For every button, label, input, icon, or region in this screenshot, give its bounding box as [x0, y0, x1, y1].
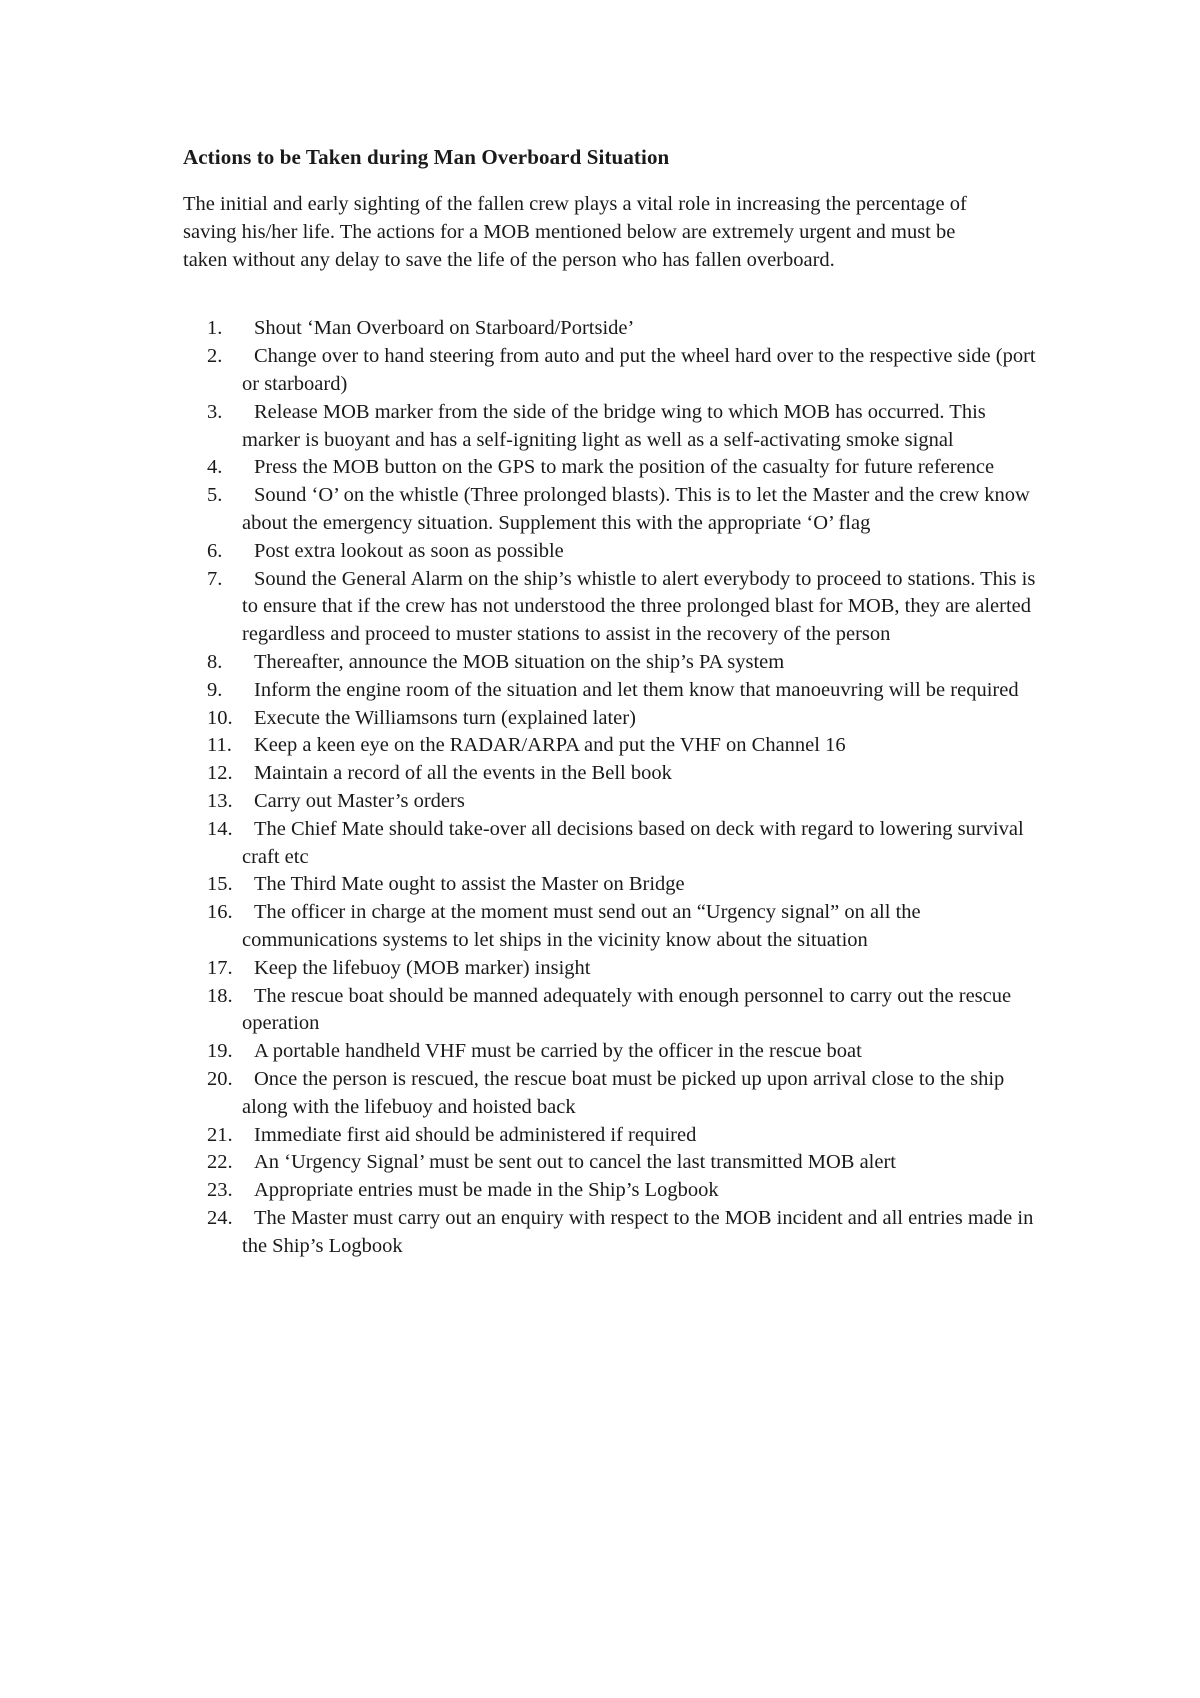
document-page [183, 143, 1043, 1260]
step-number: 4. [207, 456, 223, 479]
list-item [183, 538, 1042, 566]
step-text: Maintain a record of all the events in the Bell book [254, 762, 672, 785]
list-item [183, 1122, 1042, 1150]
step-number: 7. [207, 567, 223, 590]
step-number: 2. [207, 345, 223, 368]
step-number: 24. [207, 1206, 233, 1229]
document-title: Actions to be Taken during Man Overboard Situation [183, 145, 670, 169]
list-item [183, 649, 1042, 677]
intro-paragraph: The initial and early sighting of the fallen crew plays a vital role in increasing the percentage of saving his/her life. The actions for a MOB mentioned below are extremely urgent and must be taken without any delay to save the life of the person who has fallen overboard. [183, 193, 967, 271]
step-number: 6. [207, 539, 223, 562]
step-number: 15. [207, 873, 233, 896]
step-number: 14. [207, 817, 233, 840]
step-number: 5. [207, 484, 223, 507]
step-number: 19. [207, 1040, 233, 1063]
step-number: 20. [207, 1067, 233, 1090]
step-text: Press the MOB button on the GPS to mark the position of the casualty for future reference [254, 456, 995, 479]
list-item [183, 732, 1042, 760]
list-item [183, 677, 1042, 705]
list-item [183, 871, 1042, 899]
step-text: Sound ‘O’ on the whistle (Three prolonged blasts). This is to let the Master and the crew know about the emergency situation. Supplement this with the appropriate ‘O’ flag [242, 484, 1030, 534]
list-item [183, 788, 1042, 816]
step-number: 17. [207, 956, 233, 979]
step-text: The Third Mate ought to assist the Master on Bridge [254, 873, 685, 896]
list-item [183, 816, 1042, 872]
step-text: Inform the engine room of the situation and let them know that manoeuvring will be required [254, 678, 1019, 701]
list-item [183, 1149, 1042, 1177]
list-item [183, 1038, 1042, 1066]
step-number: 13. [207, 789, 233, 812]
step-number: 12. [207, 762, 233, 785]
step-text: Appropriate entries must be made in the Ship’s Logbook [254, 1179, 719, 1202]
step-text: Change over to hand steering from auto and put the wheel hard over to the respective side (port or starboard) [242, 345, 1036, 395]
step-text: Execute the Williamsons turn (explained later) [254, 706, 636, 729]
steps-list [183, 315, 1043, 1260]
step-number: 9. [207, 678, 223, 701]
list-item [183, 705, 1042, 733]
step-text: The officer in charge at the moment must send out an “Urgency signal” on all the communications systems to let ships in the vicinity know about the situation [242, 901, 921, 951]
list-item [183, 955, 1042, 983]
step-number: 10. [207, 706, 233, 729]
list-item [183, 760, 1042, 788]
step-text: A portable handheld VHF must be carried by the officer in the rescue boat [254, 1040, 862, 1063]
list-item [183, 454, 1042, 482]
step-number: 3. [207, 400, 223, 423]
step-text: Shout ‘Man Overboard on Starboard/Portside’ [254, 317, 635, 340]
step-text: The Chief Mate should take-over all decisions based on deck with regard to lowering survival craft etc [242, 817, 1024, 868]
list-item [183, 315, 1042, 343]
list-item [183, 1177, 1042, 1205]
list-item [183, 983, 1042, 1039]
step-number: 1. [207, 317, 223, 340]
list-item [183, 1205, 1042, 1261]
step-number: 18. [207, 984, 233, 1007]
step-number: 11. [207, 734, 232, 757]
list-item [183, 566, 1042, 649]
step-text: The Master must carry out an enquiry with respect to the MOB incident and all entries made in the Ship’s Logbook [242, 1206, 1034, 1257]
step-number: 22. [207, 1151, 233, 1174]
list-item [183, 343, 1042, 399]
step-text: Keep a keen eye on the RADAR/ARPA and put the VHF on Channel 16 [254, 734, 846, 757]
step-number: 16. [207, 901, 233, 924]
step-text: An ‘Urgency Signal’ must be sent out to cancel the last transmitted MOB alert [254, 1151, 896, 1174]
list-item [183, 482, 1042, 538]
step-text: Thereafter, announce the MOB situation on the ship’s PA system [254, 650, 785, 673]
step-text: Sound the General Alarm on the ship’s whistle to alert everybody to proceed to stations. This is to ensure that if the crew has not understood the three prolonged blast for MOB, they are alerted regardless and proceed to muster stations to assist in the recovery of the person [242, 567, 1036, 646]
list-item [183, 899, 1042, 955]
list-item [183, 399, 1042, 455]
step-number: 8. [207, 650, 223, 673]
step-text: Carry out Master’s orders [254, 789, 465, 812]
step-text: Immediate first aid should be administered if required [254, 1123, 697, 1146]
step-text: Release MOB marker from the side of the bridge wing to which MOB has occurred. This marker is buoyant and has a self-igniting light as well as a self-activating smoke signal [242, 400, 986, 451]
step-number: 23. [207, 1179, 233, 1202]
step-number: 21. [207, 1123, 233, 1146]
list-item [183, 1066, 1042, 1122]
step-text: Post extra lookout as soon as possible [254, 539, 564, 562]
step-text: Keep the lifebuoy (MOB marker) insight [254, 956, 591, 979]
step-text: The rescue boat should be manned adequately with enough personnel to carry out the rescue operation [242, 984, 1012, 1035]
step-text: Once the person is rescued, the rescue boat must be picked up upon arrival close to the ship along with the lifebuoy and hoisted back [242, 1067, 1005, 1118]
